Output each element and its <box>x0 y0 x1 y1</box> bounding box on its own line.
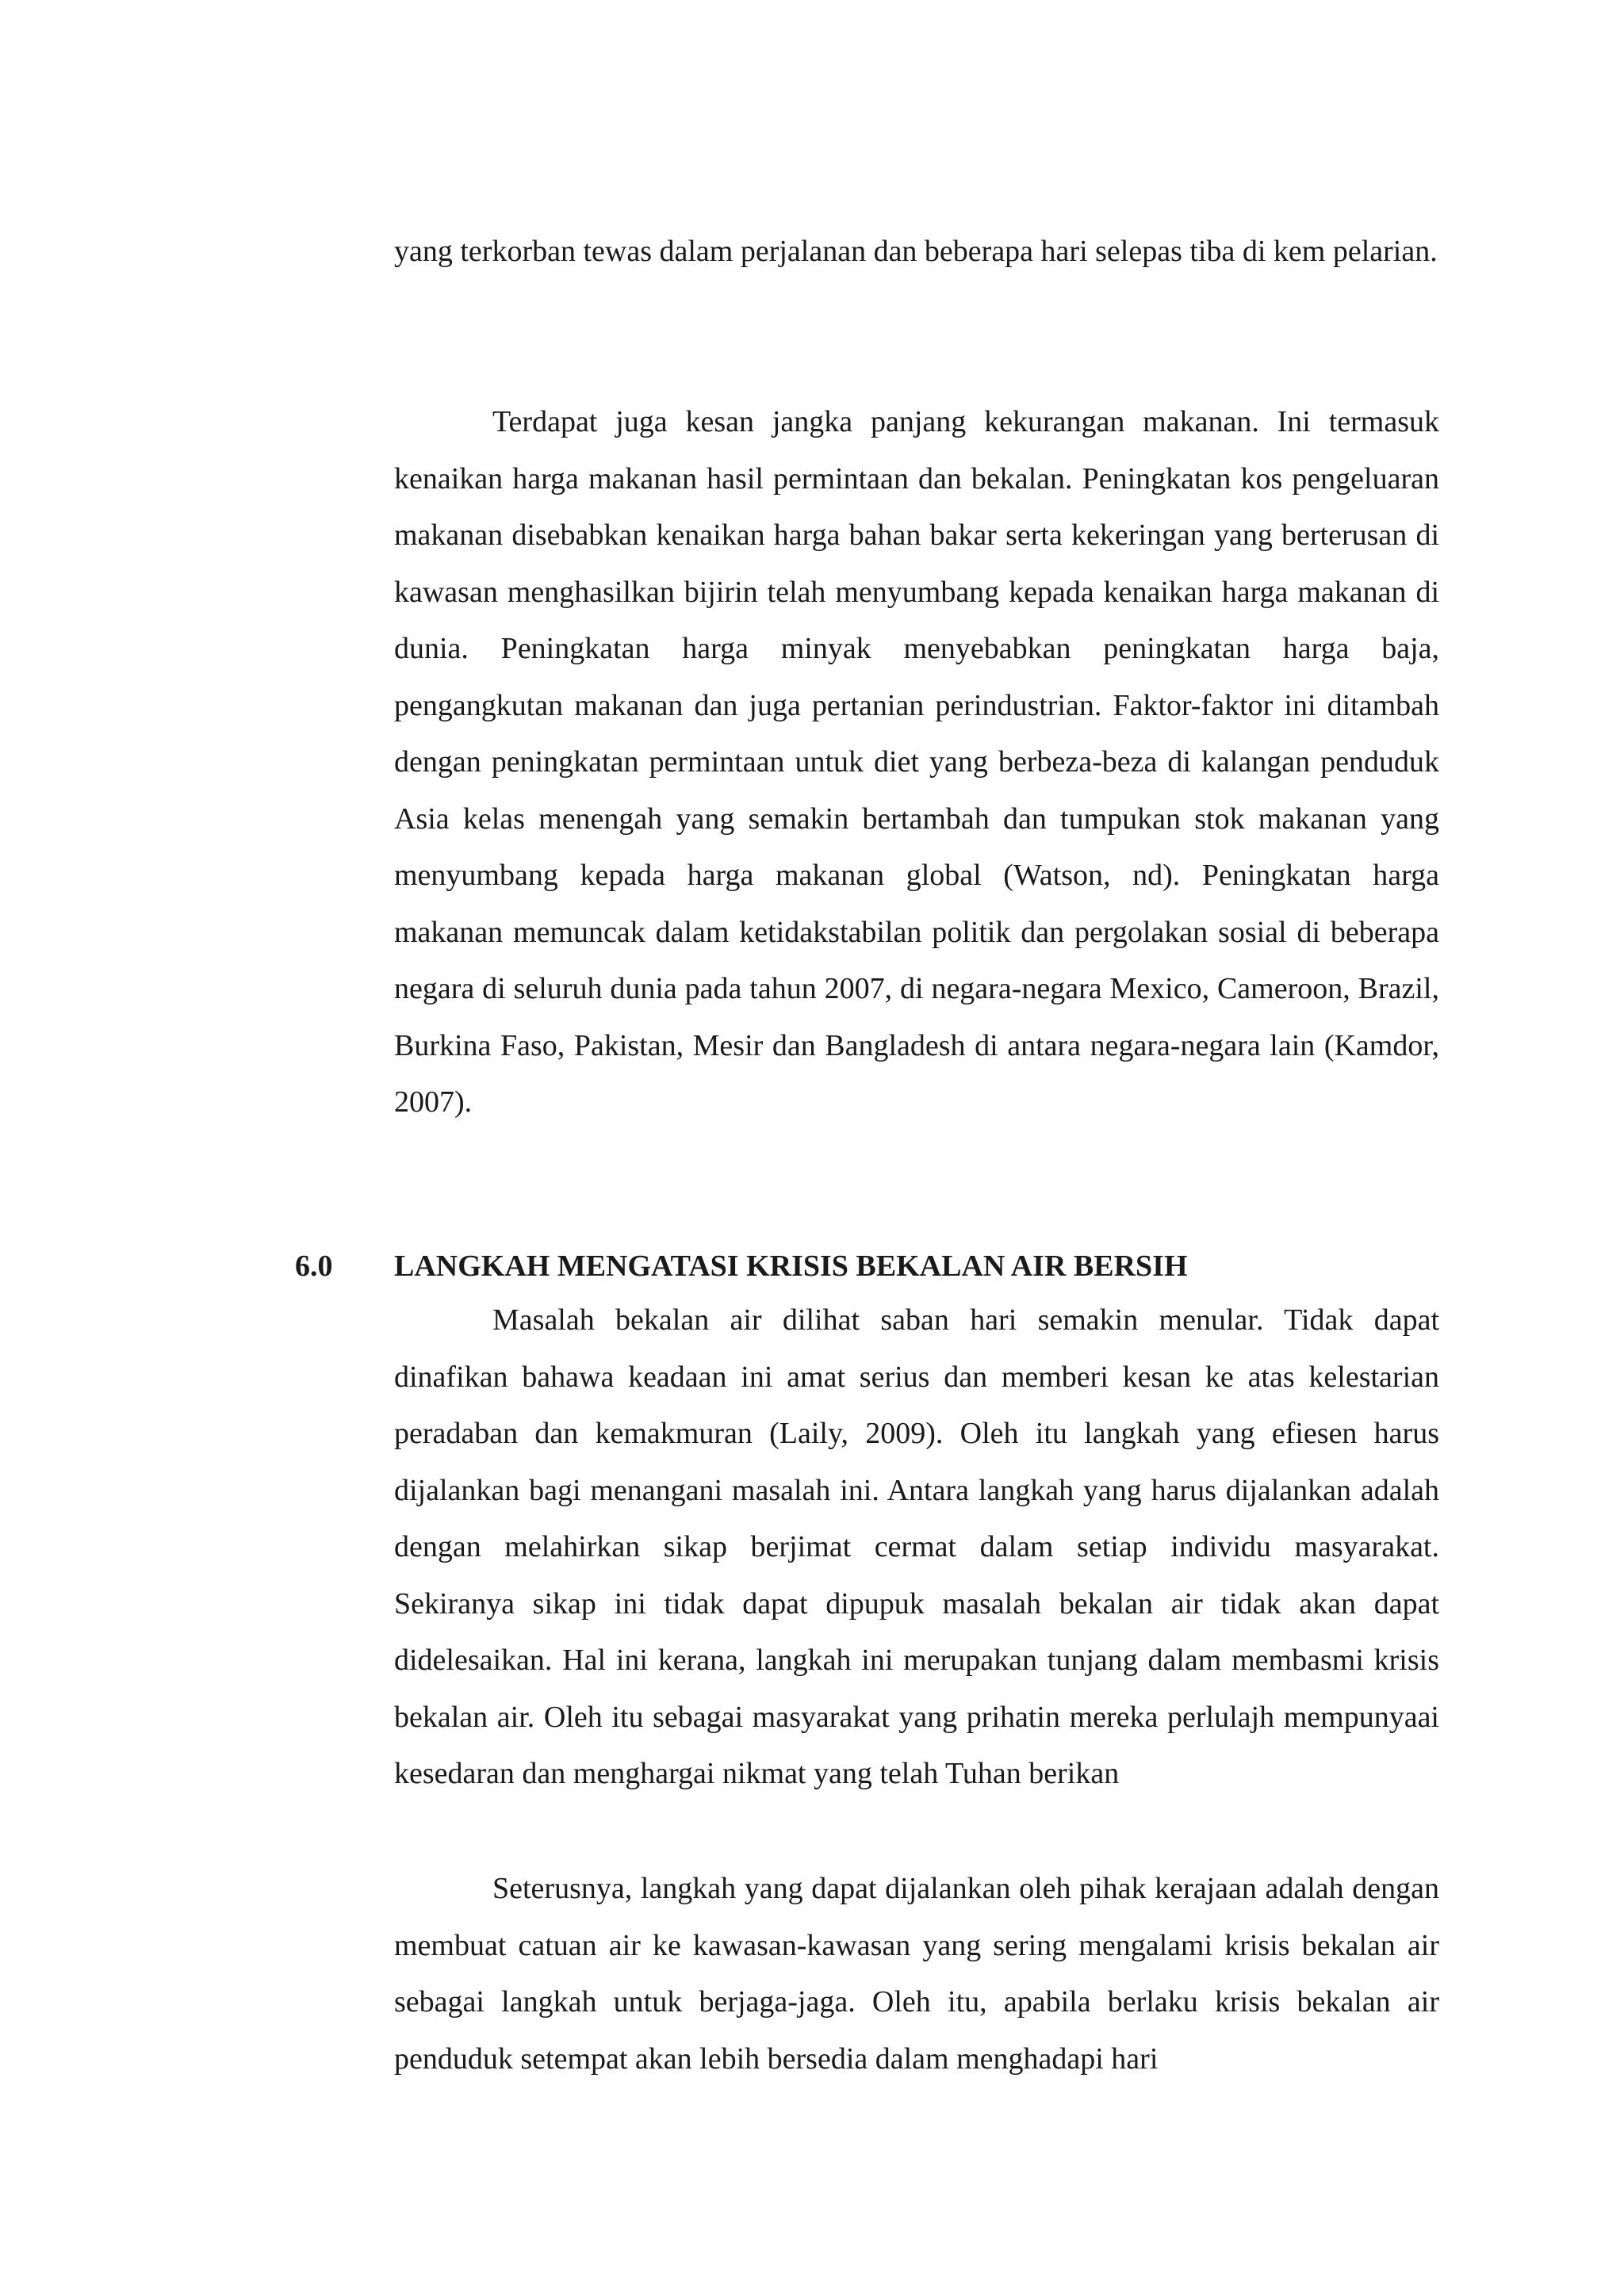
section-title: LANGKAH MENGATASI KRISIS BEKALAN AIR BERSIH <box>394 1249 1188 1283</box>
paragraph-food-shortage: Terdapat juga kesan jangka panjang kekurangan makanan. Ini termasuk kenaikan harga makanan hasil permintaan dan bekalan. Peningkatan kos pengeluaran makanan disebabkan kenaikan harga bahan bakar serta kekeringan yang berterusan di kawasan menghasilkan bijirin telah menyumbang kepada kenaikan harga makanan di dunia. Peningkatan harga minyak menyebabkan peningkatan harga baja, pengangkutan makanan dan juga pertanian perindustrian. Faktor-faktor ini ditambah dengan peningkatan permintaan untuk diet yang berbeza-beza di kalangan penduduk Asia kelas menengah yang semakin bertambah dan tumpukan stok makanan yang menyumbang kepada harga makanan global (Watson, nd). Peningkatan harga makanan memuncak dalam ketidakstabilan politik dan pergolakan sosial di beberapa negara di seluruh dunia pada tahun 2007, di negara-negara Mexico, Cameroon, Brazil, Burkina Faso, Pakistan, Mesir dan Bangladesh di antara negara-negara lain (Kamdor, 2007). <box>394 405 1439 1119</box>
paragraph-water-supply-problem: Masalah bekalan air dilihat saban hari semakin menular. Tidak dapat dinafikan bahawa keadaan ini amat serius dan memberi kesan ke atas kelestarian peradaban dan kemakmuran (Laily, 2009). Oleh itu langkah yang efiesen harus dijalankan bagi menangani masalah ini. Antara langkah yang harus dijalankan adalah dengan melahirkan sikap berjimat cermat dalam setiap individu masyarakat. Sekiranya sikap ini tidak dapat dipupuk masalah bekalan air tidak akan dapat didelesaikan. Hal ini kerana, langkah ini merupakan tunjang dalam membasmi krisis bekalan air. Oleh itu sebagai masyarakat yang prihatin mereka perlulajh mempunyaai kesedaran dan menghargai nikmat yang telah Tuhan berikan <box>394 1303 1439 1790</box>
paragraph-water-rationing: Seterusnya, langkah yang dapat dijalankan oleh pihak kerajaan adalah dengan membuat catuan air ke kawasan-kawasan yang sering mengalami krisis bekalan air sebagai langkah untuk berjaga-jaga. Oleh itu, apabila berlaku krisis bekalan air penduduk setempat akan lebih bersedia dalam menghadapi hari <box>394 1872 1439 2076</box>
paragraph-continuation: yang terkorban tewas dalam perjalanan dan beberapa hari selepas tiba di kem pelarian. <box>394 235 1438 268</box>
section-number: 6.0 <box>295 1249 333 1283</box>
